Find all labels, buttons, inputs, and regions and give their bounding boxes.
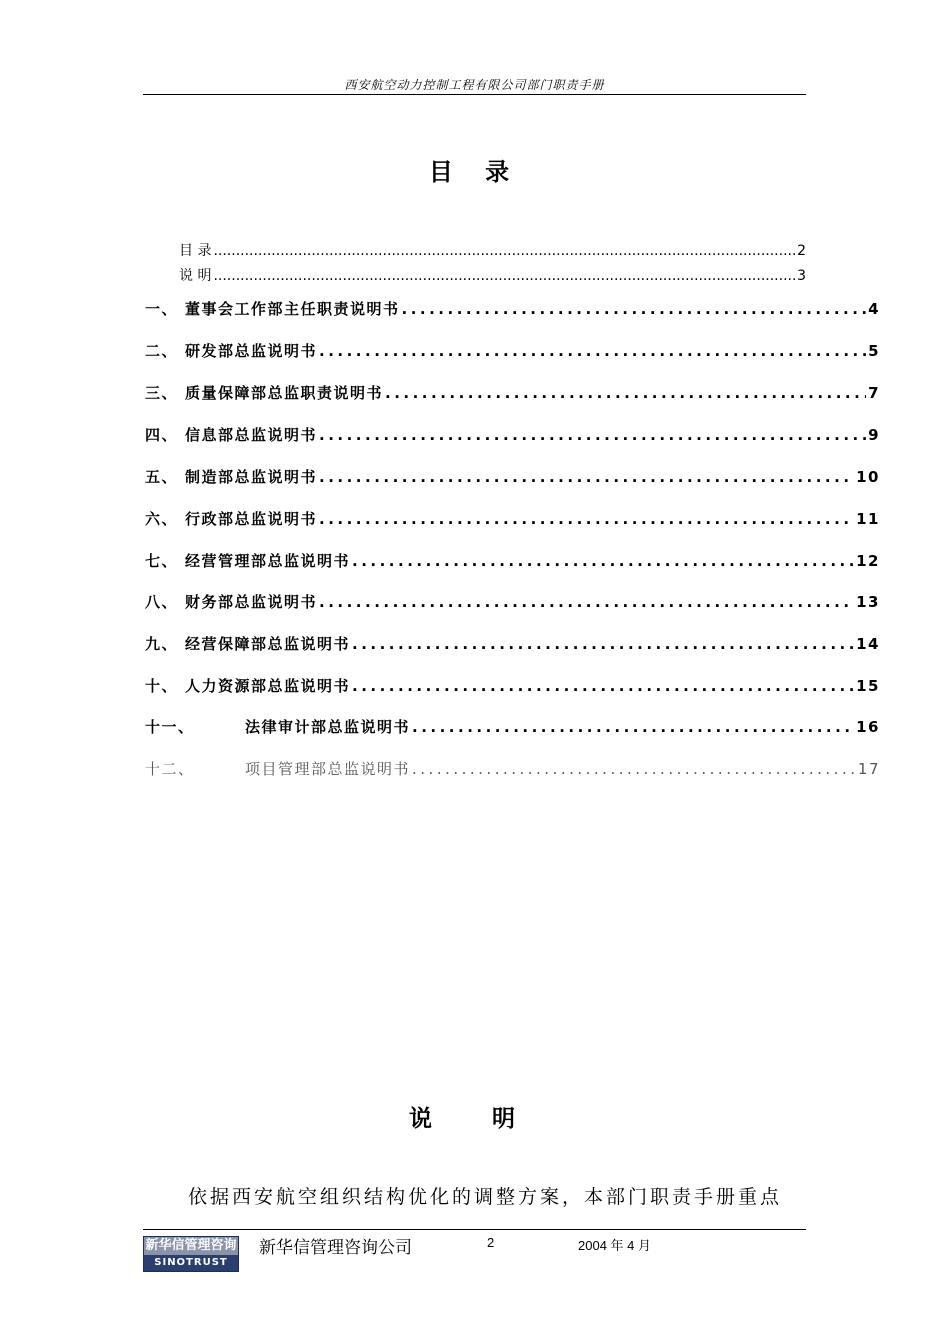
toc-entry-number: 五、 (145, 468, 179, 486)
logo-en-text: SINOTRUST (154, 1257, 228, 1268)
toc-title: 目 录 (428, 158, 522, 186)
toc-entry-number: 二、 (145, 342, 179, 360)
toc-entry-number: 一、 (145, 300, 179, 318)
toc-entry-page: 7 (868, 384, 880, 402)
toc-entry-number: 七、 (145, 552, 179, 570)
toc-leader (319, 593, 854, 611)
toc-entry-page: 13 (856, 593, 880, 611)
toc-entry-page: 14 (856, 635, 880, 653)
toc-entry-minor[interactable] (179, 240, 806, 260)
toc-leader (319, 468, 854, 486)
toc-entry-page: 16 (856, 718, 880, 736)
toc-leader (385, 384, 866, 402)
toc-leader (352, 635, 854, 653)
toc-entry-page: 12 (856, 552, 880, 570)
toc-leader (213, 268, 795, 284)
section-body: 依据西安航空组织结构优化的调整方案，本部门职责手册重点 (188, 1186, 783, 1208)
toc-entry-number: 四、 (145, 426, 179, 444)
toc-entry-label: 说 明 (179, 268, 212, 284)
toc-leader (352, 677, 854, 695)
toc-entry[interactable] (145, 508, 880, 529)
toc-entry[interactable] (145, 298, 880, 319)
toc-entry[interactable] (145, 382, 880, 403)
toc-entry-page: 10 (856, 468, 880, 486)
toc-entry-number: 十、 (145, 677, 179, 695)
toc-entry-page: 9 (868, 426, 880, 444)
toc-entry-label: 项目管理部总监说明书 (245, 760, 411, 778)
toc-leader (319, 510, 854, 528)
toc-entry-label: 信息部总监说明书 (185, 426, 318, 444)
toc-entry-label: 法律审计部总监说明书 (245, 718, 411, 736)
toc-entry-minor[interactable] (179, 265, 806, 285)
toc-entry-label: 董事会工作部主任职责说明书 (185, 300, 400, 318)
running-header: 西安航空动力控制工程有限公司部门职责手册 (344, 78, 605, 92)
footer-page-number: 2 (487, 1235, 495, 1250)
toc-entry[interactable] (145, 633, 880, 654)
toc-entry-label: 研发部总监说明书 (185, 342, 318, 360)
toc-entry-number: 十一、 (145, 718, 195, 736)
toc-entry-page: 4 (868, 300, 880, 318)
sinotrust-logo (143, 1236, 239, 1272)
toc-entry-number: 十二、 (145, 760, 195, 778)
logo-cn-text: 新华信管理咨询 (145, 1238, 237, 1253)
toc-entry-page: 17 (857, 760, 880, 778)
toc-entry-label: 财务部总监说明书 (185, 593, 318, 611)
footer-rule (143, 1229, 806, 1230)
toc-entry-page: 11 (856, 510, 880, 528)
header-rule (143, 94, 806, 95)
toc-entry-page: 2 (797, 243, 806, 259)
toc-entry-number: 三、 (145, 384, 179, 402)
toc-entry-number: 八、 (145, 593, 179, 611)
toc-entry-number: 九、 (145, 635, 179, 653)
toc-entry[interactable] (145, 716, 880, 737)
toc-entry-page: 15 (856, 677, 880, 695)
toc-leader (319, 426, 866, 444)
toc-entry[interactable] (145, 550, 880, 571)
toc-leader (412, 760, 856, 778)
toc-leader (352, 552, 854, 570)
toc-entry-label: 经营管理部总监说明书 (185, 552, 351, 570)
toc-entry-number: 六、 (145, 510, 179, 528)
footer-date: 2004 年 4 月 (578, 1238, 651, 1253)
toc-entry-label: 质量保障部总监职责说明书 (185, 384, 384, 402)
toc-entry-label: 行政部总监说明书 (185, 510, 318, 528)
toc-entry-label: 制造部总监说明书 (185, 468, 318, 486)
toc-leader (213, 243, 795, 259)
toc-entry-page: 5 (868, 342, 880, 360)
toc-entry[interactable] (145, 340, 880, 361)
footer-company: 新华信管理咨询公司 (259, 1238, 412, 1258)
toc-leader (319, 342, 866, 360)
toc-entry-label: 经营保障部总监说明书 (185, 635, 351, 653)
toc-entry-label: 人力资源部总监说明书 (185, 677, 351, 695)
toc-entry[interactable] (145, 758, 880, 779)
toc-entry-label: 目 录 (179, 243, 212, 259)
toc-entry[interactable] (145, 675, 880, 696)
toc-leader (412, 718, 854, 736)
toc-leader (402, 300, 867, 318)
toc-entry[interactable] (145, 466, 880, 487)
toc-entry[interactable] (145, 591, 880, 612)
toc-entry-page: 3 (797, 268, 806, 284)
toc-entry[interactable] (145, 424, 880, 445)
section-title: 说 明 (408, 1106, 541, 1132)
